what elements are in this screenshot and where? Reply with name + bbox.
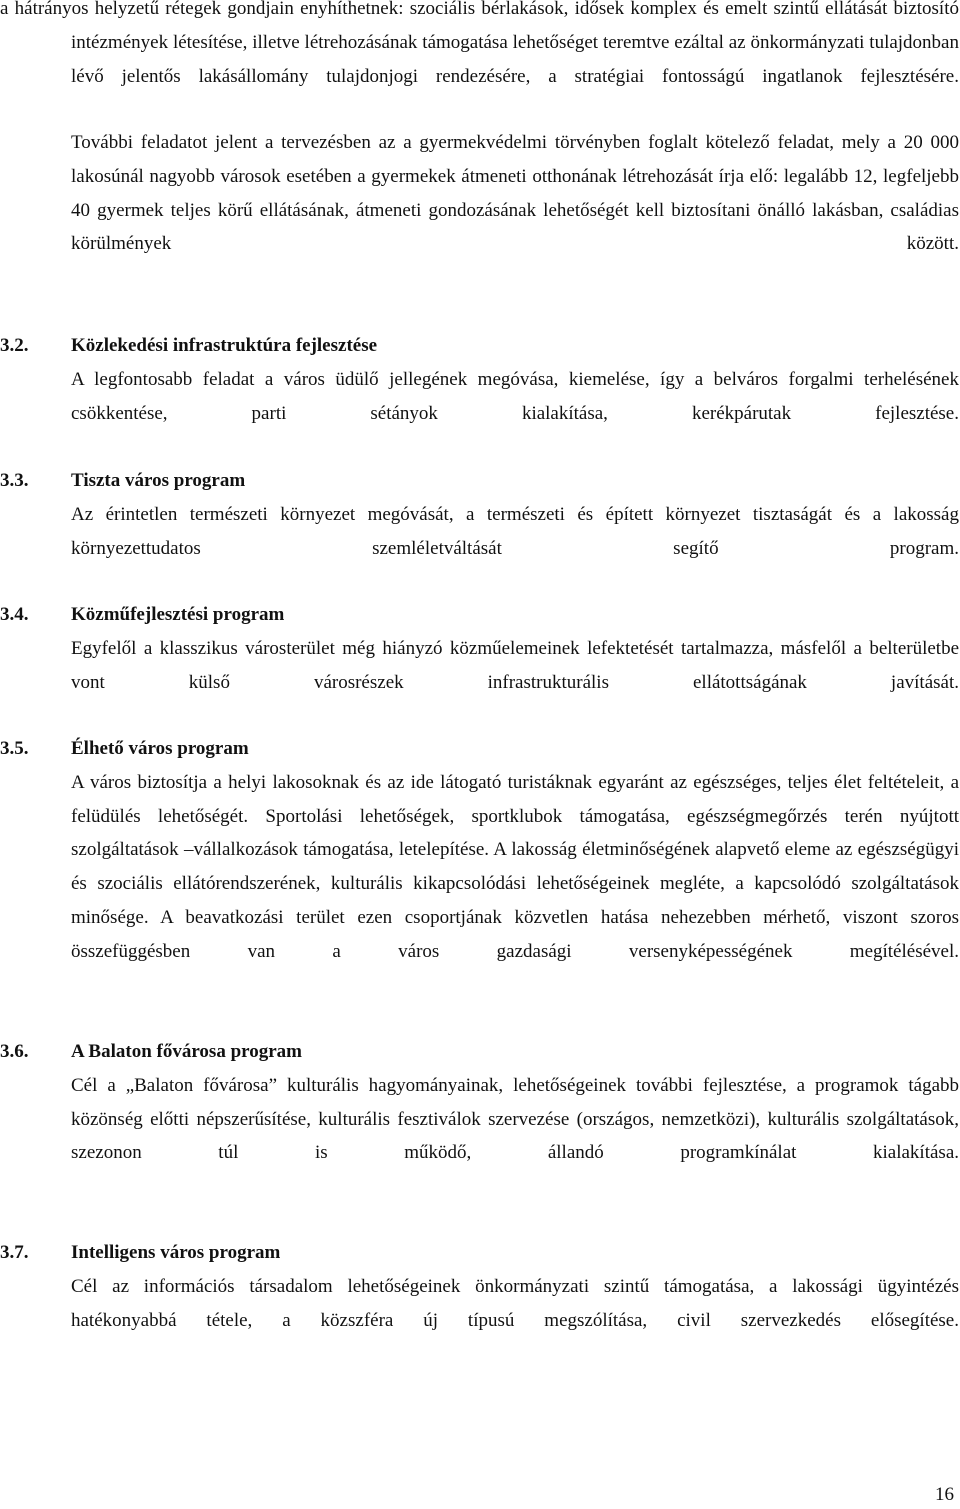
- intro-paragraph-1: a hátrányos helyzetű rétegek gondjain enyhíthetnek: szociális bérlakások, idősek komplex és emelt szintű ellátását biztosító intézmények létesítése, illetve létrehozásának támogatása lehetőséget teremtve ezáltal az önkormányzati tulajdonban lévő jelentős lakásállomány tulajdonjogi rendezésére, a stratégiai fontosságú ingatlanok fejlesztésére.: [0, 0, 959, 87]
- section-title: Közlekedési infrastruktúra fejlesztése: [71, 335, 378, 356]
- section-3-7: [0, 1236, 959, 1371]
- section-number: 3.2.: [0, 335, 29, 356]
- section-3-6: [0, 1035, 959, 1204]
- section-3-2: [0, 329, 959, 464]
- section-number: 3.7.: [0, 1242, 29, 1263]
- section-number: 3.4.: [0, 604, 29, 625]
- section-body: Cél az információs társadalom lehetőségeinek önkormányzati szintű támogatása, a lakossági ügyintézés hatékonyabbá tétele, a közszféra új típusú megszólítása, civil szervezkedés elősegítése.: [71, 1275, 959, 1331]
- section-title: Közműfejlesztési program: [71, 604, 285, 625]
- section-body: Az érintetlen természeti környezet megóvását, a természeti és épített környezet tisztaságát és a lakosság környezettudatos szemléletváltását segítő program.: [71, 503, 959, 559]
- section-body: Egyfelől a klasszikus városterület még hiányzó közműelemeinek lefektetését tartalmazza, másfelől a belterületbe vont külső városrészek infrastrukturális ellátottságának javítását.: [71, 637, 959, 693]
- section-number: 3.3.: [0, 470, 29, 491]
- section-title: A Balaton fővárosa program: [71, 1041, 302, 1062]
- section-3-3: [0, 464, 959, 599]
- page-number: 16: [935, 1484, 954, 1505]
- section-title: Intelligens város program: [71, 1242, 281, 1263]
- section-title: Tiszta város program: [71, 470, 246, 491]
- section-body: Cél a „Balaton fővárosa” kulturális hagyományainak, lehetőségeinek további fejlesztése, a programok tágabb közönség előtti népszerűsítése, kulturális fesztiválok szervezése (országos, nemzetközi), kulturális szolgáltatások, szezonon túl is működő, állandó programkínálat kialakítása.: [71, 1074, 959, 1164]
- section-number: 3.6.: [0, 1041, 29, 1062]
- section-3-4: [0, 598, 959, 733]
- section-title: Élhető város program: [71, 738, 249, 759]
- section-body: A város biztosítja a helyi lakosoknak és az ide látogató turistáknak egyaránt az egészséges, teljes élet feltételeit, a felüdülés lehetőségét. Sportolási lehetőségek, sportklubok támogatása, egészségmegőrzés terén nyújtott szolgáltatások –vállalkozások támogatása, letelepítése. A lakosság életminőségének alapvető eleme az egészségügyi és szociális ellátórendszerének, kulturális kikapcsolódási lehetőségeinek megléte, a kapcsolódó szolgáltatások minősége. A beavatkozási terület ezen csoportjának közvetlen hatása nehezebben mérhető, viszont szoros összefüggésben van a város gazdasági versenyképességének megítélésével.: [71, 771, 959, 962]
- section-3-5: [0, 732, 959, 1002]
- section-body: A legfontosabb feladat a város üdülő jellegének megóvása, kiemelése, így a belváros forgalmi terhelésének csökkentése, parti sétányok kialakítása, kerékpárutak fejlesztése.: [71, 368, 959, 424]
- section-number: 3.5.: [0, 738, 29, 759]
- intro-paragraph-2: További feladatot jelent a tervezésben az a gyermekvédelmi törvényben foglalt kötelező feladat, mely a 20 000 lakosúnál nagyobb városok esetében a gyermekek átmeneti otthonának létrehozását írja elő: legalább 12, legfeljebb 40 gyermek teljes körű ellátásának, átmeneti gondozásának lehetőségét kell biztosítani önálló lakásban, családias körülmények között.: [71, 132, 959, 255]
